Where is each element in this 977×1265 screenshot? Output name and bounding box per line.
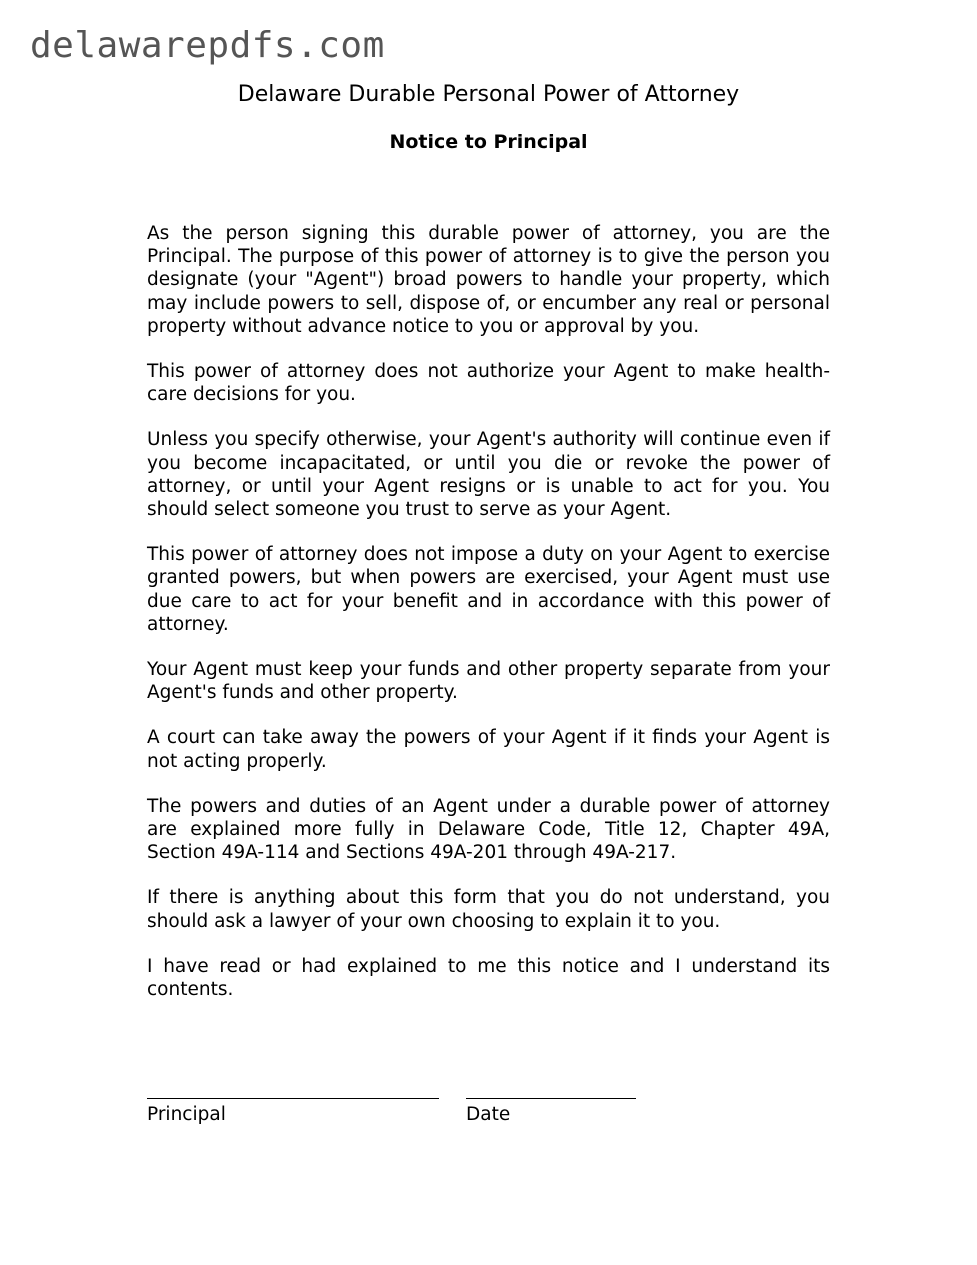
notice-body: [147, 222, 830, 1023]
paragraph-lawyer-advice: If there is anything about this form that you do not understand, you should ask a lawyer of your own choosing to explain it to you.: [147, 887, 830, 932]
paragraph-delaware-code: The powers and duties of an Agent under a durable power of attorney are explained more fully in Delaware Code, Title 12, Chapter 49A, Section 49A-114 and Sections 49A-201 through 49A-217.: [147, 795, 830, 864]
principal-signature-line[interactable]: [147, 1078, 439, 1099]
paragraph-acknowledgement: I have read or had explained to me this notice and I understand its contents.: [147, 955, 830, 1001]
date-signature-block: [466, 1078, 636, 1126]
document-title: Delaware Durable Personal Power of Attorney: [237, 82, 740, 107]
date-label: Date: [466, 1104, 511, 1125]
date-line[interactable]: [466, 1078, 636, 1099]
site-watermark: delawarepdfs.com: [30, 25, 385, 66]
principal-signature-block: [147, 1078, 439, 1126]
principal-label: Principal: [147, 1104, 226, 1125]
document-subtitle: Notice to Principal: [389, 131, 588, 153]
paragraph-separate-funds: Your Agent must keep your funds and other property separate from your Agent's funds and other property.: [147, 659, 830, 704]
paragraph-health-care: This power of attorney does not authorize your Agent to make health-care decisions for you.: [147, 361, 830, 406]
paragraph-purpose: As the person signing this durable power of attorney, you are the Principal. The purpose of this power of attorney is to give the person you designate (your "Agent") broad powers to handle your property, which may include powers to sell, dispose of, or encumber any real or personal property without advance notice to you or approval by you.: [147, 223, 830, 337]
paragraph-agent-duty: This power of attorney does not impose a duty on your Agent to exercise granted powers, but when powers are exercised, your Agent must use due care to act for your benefit and in accordance with this power of attorney.: [147, 544, 830, 635]
paragraph-court-removal: A court can take away the powers of your Agent if it finds your Agent is not acting properly.: [147, 727, 830, 772]
paragraph-authority-duration: Unless you specify otherwise, your Agent's authority will continue even if you become incapacitated, or until you die or revoke the power of attorney, or until your Agent resigns or is unable to act for you. You should select someone you trust to serve as your Agent.: [147, 429, 830, 521]
